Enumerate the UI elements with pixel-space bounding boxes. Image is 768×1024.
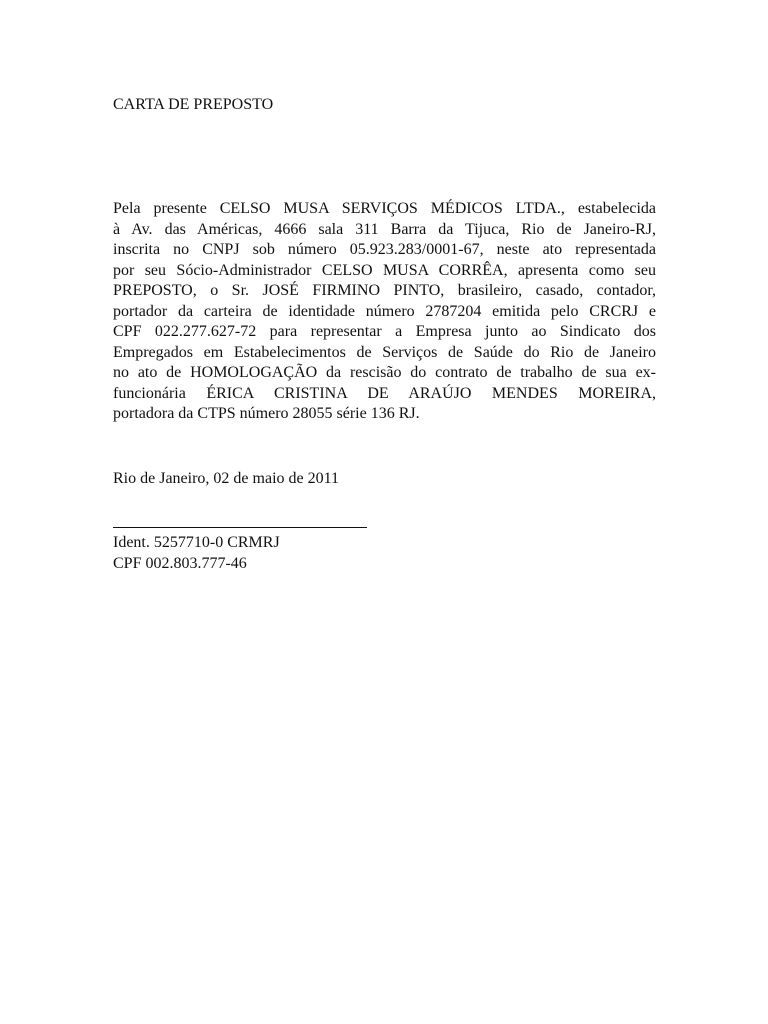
date-line: Rio de Janeiro, 02 de maio de 2011 xyxy=(113,470,340,487)
body-line: por seu Sócio-Administrador CELSO MUSA CORRÊA, apresenta como seu xyxy=(113,261,656,279)
body-line: portador da carteira de identidade número 2787204 emitida pelo CRCRJ e xyxy=(113,302,656,320)
body-paragraph xyxy=(113,199,656,425)
body-line: no ato de HOMOLOGAÇÃO da rescisão do contrato de trabalho de sua ex- xyxy=(113,364,656,381)
body-line: CPF 022.277.627-72 para representar a Empresa junto ao Sindicato dos xyxy=(113,323,656,340)
document-title: CARTA DE PREPOSTO xyxy=(113,96,274,113)
body-line: PREPOSTO, o Sr. JOSÉ FIRMINO PINTO, brasileiro, casado, contador, xyxy=(113,282,656,299)
body-line: inscrita no CNPJ sob número 05.923.283/0001-67, neste ato representada xyxy=(113,241,656,258)
body-line: funcionária ÉRICA CRISTINA DE ARAÚJO MENDES MOREIRA, xyxy=(113,384,656,402)
signature-ident: Ident. 5257710-0 CRMRJ xyxy=(113,534,280,551)
signature-line xyxy=(113,527,367,528)
body-line: Pela presente CELSO MUSA SERVIÇOS MÉDICOS LTDA., estabelecida xyxy=(113,200,656,217)
body-line: Empregados em Estabelecimentos de Serviços de Saúde do Rio de Janeiro xyxy=(113,343,656,361)
body-line: portadora da CTPS número 28055 série 136 RJ. xyxy=(113,405,420,422)
signature-cpf: CPF 002.803.777-46 xyxy=(113,555,247,572)
body-line: à Av. das Américas, 4666 sala 311 Barra da Tijuca, Rio de Janeiro-RJ, xyxy=(113,220,656,238)
